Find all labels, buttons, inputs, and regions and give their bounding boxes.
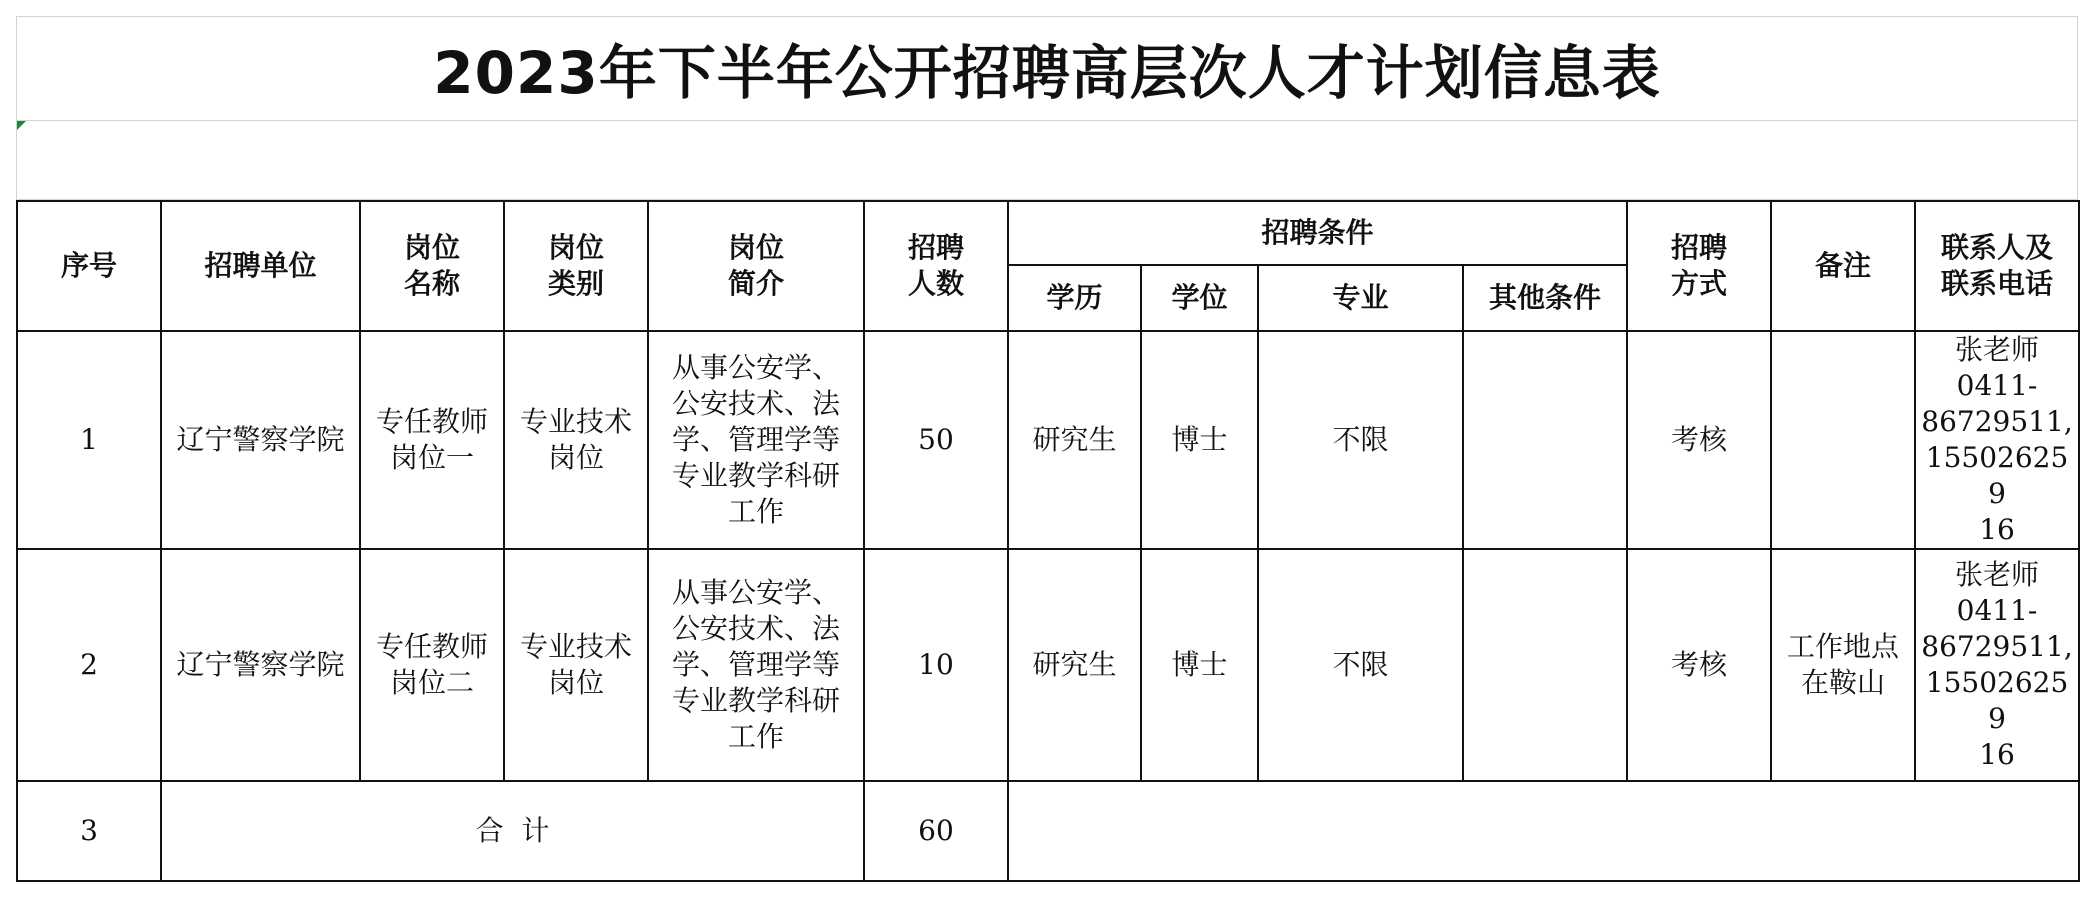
- header-major: 专业: [1258, 265, 1463, 331]
- cell-degree[interactable]: 博士: [1141, 331, 1258, 549]
- header-row: [17, 201, 2079, 265]
- header-other: 其他条件: [1463, 265, 1627, 331]
- cell-contact[interactable]: 张老师 0411- 86729511, 155026259 16: [1915, 549, 2079, 781]
- cell-post-name[interactable]: 专任教师 岗位二: [360, 549, 504, 781]
- cell-post-type[interactable]: 专业技术 岗位: [504, 549, 648, 781]
- cell-method[interactable]: 考核: [1627, 549, 1771, 781]
- cell-total-blank[interactable]: [1008, 781, 2079, 881]
- cell-education[interactable]: 研究生: [1008, 549, 1141, 781]
- cell-major[interactable]: 不限: [1258, 549, 1463, 781]
- cell-total-label[interactable]: 合 计: [161, 781, 864, 881]
- table-row: [17, 331, 2079, 549]
- header-post-name: 岗位 名称: [360, 201, 504, 331]
- cell-comment-marker: [17, 121, 26, 130]
- cell-contact[interactable]: 张老师 0411- 86729511, 155026259 16: [1915, 331, 2079, 549]
- title-divider: [16, 120, 2078, 121]
- cell-other[interactable]: [1463, 549, 1627, 781]
- page-title: 2023年下半年公开招聘高层次人才计划信息表: [433, 39, 1661, 107]
- cell-remark[interactable]: 工作地点 在鞍山: [1771, 549, 1915, 781]
- cell-seq[interactable]: 1: [17, 331, 161, 549]
- cell-seq[interactable]: 2: [17, 549, 161, 781]
- table-row: [17, 549, 2079, 781]
- cell-post-desc[interactable]: 从事公安学、 公安技术、法 学、管理学等 专业教学科研 工作: [648, 549, 864, 781]
- spreadsheet-sheet: [16, 16, 2078, 882]
- cell-seq[interactable]: 3: [17, 781, 161, 881]
- header-post-type: 岗位 类别: [504, 201, 648, 331]
- header-post-desc: 岗位 简介: [648, 201, 864, 331]
- cell-post-name[interactable]: 专任教师 岗位一: [360, 331, 504, 549]
- header-degree: 学位: [1141, 265, 1258, 331]
- header-method: 招聘 方式: [1627, 201, 1771, 331]
- cell-unit[interactable]: 辽宁警察学院: [161, 331, 360, 549]
- header-count: 招聘 人数: [864, 201, 1008, 331]
- cell-count[interactable]: 50: [864, 331, 1008, 549]
- cell-count[interactable]: 10: [864, 549, 1008, 781]
- header-education: 学历: [1008, 265, 1141, 331]
- cell-degree[interactable]: 博士: [1141, 549, 1258, 781]
- cell-major[interactable]: 不限: [1258, 331, 1463, 549]
- header-conditions: 招聘条件: [1008, 201, 1627, 265]
- cell-post-desc[interactable]: 从事公安学、 公安技术、法 学、管理学等 专业教学科研 工作: [648, 331, 864, 549]
- cell-remark[interactable]: [1771, 331, 1915, 549]
- cell-education[interactable]: 研究生: [1008, 331, 1141, 549]
- header-remark: 备注: [1771, 201, 1915, 331]
- cell-total-count[interactable]: 60: [864, 781, 1008, 881]
- cell-post-type[interactable]: 专业技术 岗位: [504, 331, 648, 549]
- recruitment-table: [16, 200, 2080, 882]
- cell-method[interactable]: 考核: [1627, 331, 1771, 549]
- total-row: [17, 781, 2079, 881]
- header-unit: 招聘单位: [161, 201, 360, 331]
- header-seq: 序号: [17, 201, 161, 331]
- header-contact: 联系人及 联系电话: [1915, 201, 2079, 331]
- cell-unit[interactable]: 辽宁警察学院: [161, 549, 360, 781]
- cell-other[interactable]: [1463, 331, 1627, 549]
